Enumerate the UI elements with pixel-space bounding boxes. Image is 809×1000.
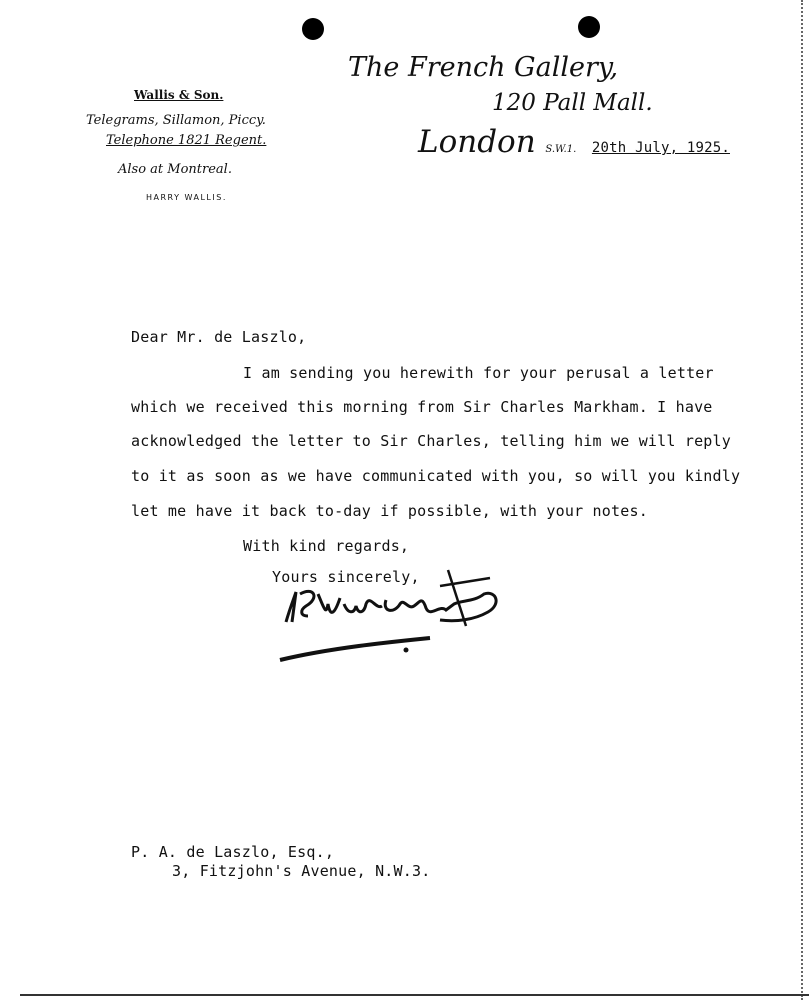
handwritten-signature bbox=[270, 564, 510, 664]
gallery-city: London bbox=[418, 124, 536, 160]
telephone-line: Telephone 1821 Regent. bbox=[106, 133, 267, 148]
also-at-line: Also at Montreal. bbox=[118, 162, 232, 177]
salutation: Dear Mr. de Laszlo, bbox=[131, 328, 307, 346]
punch-hole-left bbox=[302, 18, 324, 40]
gallery-postal: S.W.1. bbox=[545, 144, 577, 155]
punch-hole-right bbox=[578, 16, 600, 38]
gallery-street: 120 Pall Mall. bbox=[492, 90, 653, 116]
letter-date: 20th July, 1925. bbox=[591, 140, 730, 156]
scan-right-edge bbox=[799, 0, 803, 1000]
recipient-name: P. A. de Laszlo, Esq., bbox=[131, 843, 335, 861]
proprietor-name: HARRY WALLIS. bbox=[146, 193, 227, 202]
body-line: I am sending you herewith for your perusal a letter bbox=[243, 364, 714, 382]
telegrams-line: Telegrams, Sillamon, Piccy. bbox=[86, 113, 266, 128]
closing-line: Yours sincerely, bbox=[272, 568, 420, 586]
firm-name: Wallis & Son. bbox=[134, 88, 224, 102]
scan-bottom-edge bbox=[20, 994, 809, 996]
regards-line: With kind regards, bbox=[243, 537, 410, 555]
body-line: which we received this morning from Sir Charles Markham. I have bbox=[131, 398, 713, 416]
city-date-line bbox=[418, 124, 730, 160]
body-line: let me have it back to-day if possible, with your notes. bbox=[131, 502, 648, 520]
gallery-name: The French Gallery, bbox=[348, 52, 619, 83]
recipient-address: 3, Fitzjohn's Avenue, N.W.3. bbox=[172, 862, 431, 880]
body-line: acknowledged the letter to Sir Charles, telling him we will reply bbox=[131, 432, 731, 450]
body-line: to it as soon as we have communicated with you, so will you kindly bbox=[131, 467, 741, 485]
